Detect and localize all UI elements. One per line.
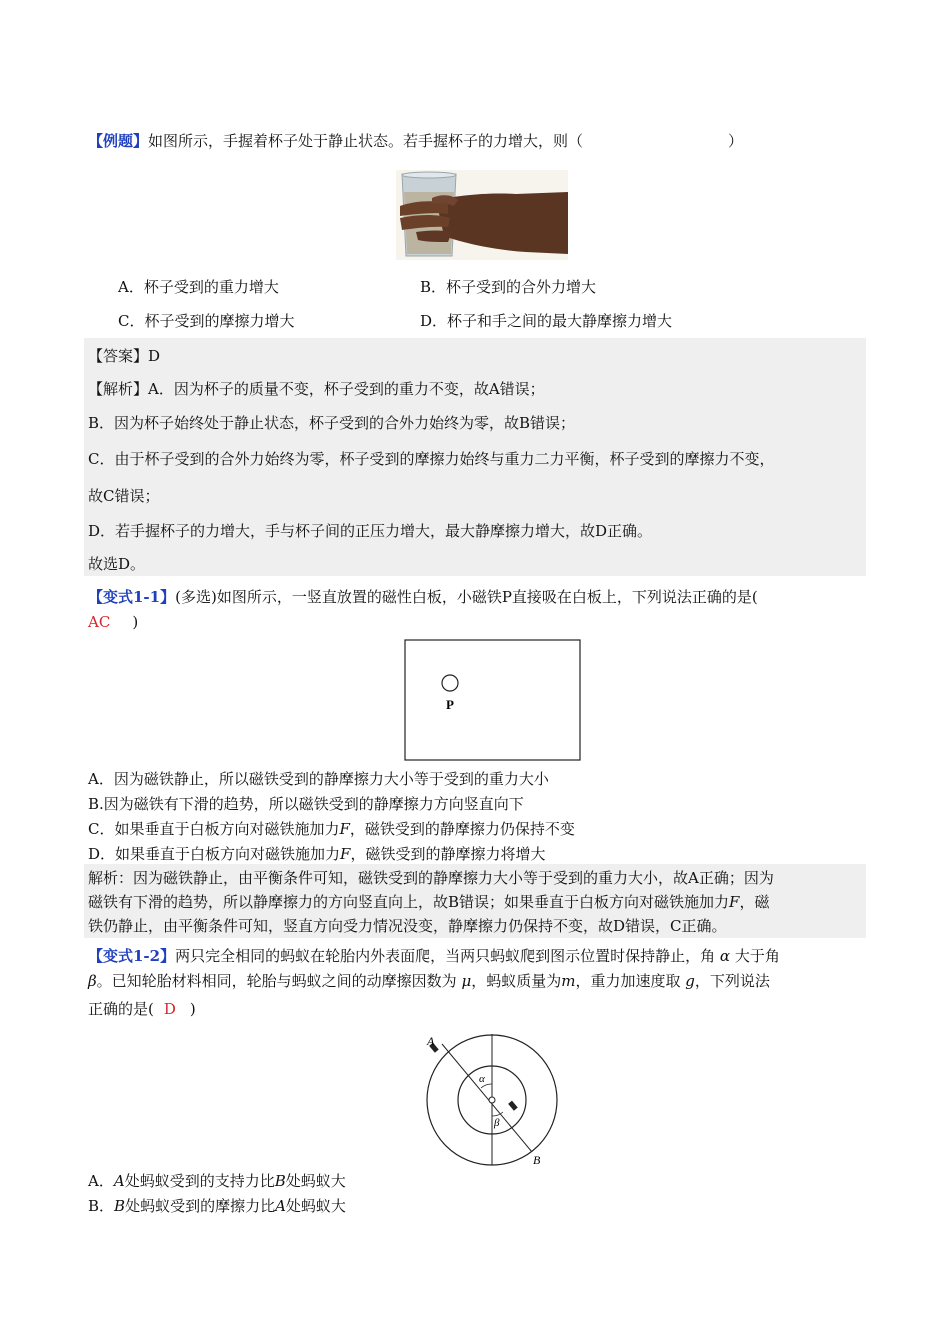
variant1-option-d <box>88 843 545 864</box>
whiteboard-frame <box>405 640 580 760</box>
variant1-option-c-text: C．如果垂直于白板方向对磁铁施加力 <box>88 820 340 838</box>
variant1-analysis-line2 <box>88 891 769 912</box>
whiteboard-figure <box>404 639 581 761</box>
variant1-answer: AC <box>88 613 111 631</box>
example-tag: 【例题】 <box>88 132 149 150</box>
variant1-analysis-text: 磁铁有下滑的趋势，所以静摩擦力的方向竖直向上，故B错误；如果垂直于白板方向对磁铁施加力 <box>88 893 730 911</box>
variant2-g: g <box>685 972 695 990</box>
variant2-option-a <box>88 1170 346 1191</box>
variant1-option-c-var: F <box>339 820 350 838</box>
variant2-option-a-text2: 处蚂蚁受到的支持力比 <box>124 1172 275 1190</box>
variant1-question-text: (多选)如图所示，一竖直放置的磁性白板，小磁铁P直接吸在白板上，下列说法正确的是( <box>175 588 758 606</box>
variant1-option-c <box>88 818 575 839</box>
example-answer: 【答案】D <box>88 347 161 365</box>
example-analysis-line: D．若手握杯子的力增大，手与杯子间的正压力增大，最大静摩擦力增大，故D正确。 <box>88 522 653 540</box>
center-point <box>489 1097 495 1103</box>
variant2-option-a-text: A． <box>88 1172 114 1190</box>
variant2-option-b-var1: B <box>114 1197 126 1215</box>
variant2-question-line3 <box>88 998 196 1019</box>
variant2-q-text7: 正确的是( <box>88 1000 154 1018</box>
variant2-q-text4: ，蚂蚁质量为 <box>471 972 562 990</box>
variant2-tag: 【变式1-2】 <box>88 947 176 965</box>
variant1-analysis-line: 铁仍静止，由平衡条件可知，竖直方向受力情况没变，静摩擦力仍保持不变，故D错误，C正确。 <box>88 917 727 935</box>
variant2-question-line2 <box>88 970 770 991</box>
label-alpha: α <box>479 1073 485 1085</box>
variant1-close-paren: ) <box>132 613 139 631</box>
variant1-analysis-text2: ，磁 <box>739 893 770 911</box>
example-option-b: B．杯子受到的合外力增大 <box>420 278 597 296</box>
example-option-d: D．杯子和手之间的最大静摩擦力增大 <box>420 312 673 330</box>
example-question-text: 如图所示，手握着杯子处于静止状态。若手握杯子的力增大，则（ <box>148 132 584 150</box>
variant2-q-text5: ，重力加速度取 <box>575 972 681 990</box>
variant1-option-a: A．因为磁铁静止，所以磁铁受到的静摩擦力大小等于受到的重力大小 <box>88 770 549 788</box>
cup-in-hand-image <box>396 170 568 260</box>
variant2-option-a-var2: B <box>274 1172 286 1190</box>
example-analysis-line: B．因为杯子始终处于静止状态，杯子受到的合外力始终为零，故B错误； <box>88 414 576 432</box>
variant2-option-b-text3: 处蚂蚁大 <box>285 1197 346 1215</box>
variant2-alpha: α <box>719 947 731 965</box>
variant2-close-paren: ) <box>189 1000 196 1018</box>
variant2-option-b-var2: A <box>275 1197 286 1215</box>
variant2-question-line1 <box>88 945 780 966</box>
variant1-option-d-text2: ，磁铁受到的静摩擦力将增大 <box>350 845 546 863</box>
diagonal-line <box>442 1044 532 1152</box>
example-option-a: A．杯子受到的重力增大 <box>118 278 279 296</box>
example-analysis-line: 【解析】A．因为杯子的质量不变，杯子受到的重力不变，故A错误； <box>88 380 545 398</box>
label-a: A <box>427 1034 435 1048</box>
example-option-c: C．杯子受到的摩擦力增大 <box>118 312 295 330</box>
variant2-answer: D <box>163 1000 176 1018</box>
variant2-option-b-text2: 处蚂蚁受到的摩擦力比 <box>125 1197 276 1215</box>
example-analysis-line: 故C错误； <box>88 487 160 505</box>
magnet-p-circle <box>442 675 458 691</box>
variant2-option-a-var1: A <box>113 1172 125 1190</box>
variant2-mu: μ <box>461 972 472 990</box>
variant2-option-b-text: B． <box>88 1197 115 1215</box>
variant1-tag: 【变式1-1】 <box>88 588 176 606</box>
variant1-analysis-var: F <box>729 893 740 911</box>
variant2-q-text: 两只完全相同的蚂蚁在轮胎内外表面爬，当两只蚂蚁爬到图示位置时保持静止，角 <box>175 947 716 965</box>
example-question <box>88 130 583 151</box>
variant2-m: m <box>561 972 576 990</box>
example-analysis-line: 故选D。 <box>88 555 146 573</box>
variant1-option-b: B.因为磁铁有下滑的趋势，所以磁铁受到的静摩擦力方向竖直向下 <box>88 795 524 813</box>
variant1-answer-line <box>88 613 138 631</box>
tire-figure <box>420 1030 560 1166</box>
variant2-q-text2: 大于角 <box>734 947 780 965</box>
example-analysis-line: C．由于杯子受到的合外力始终为零，杯子受到的摩擦力始终与重力二力平衡，杯子受到的摩擦力不变， <box>88 450 775 468</box>
variant1-option-c-text2: ，磁铁受到的静摩擦力仍保持不变 <box>349 820 575 838</box>
variant1-question <box>88 586 758 607</box>
variant2-option-a-text3: 处蚂蚁大 <box>285 1172 346 1190</box>
label-b: B <box>533 1153 541 1166</box>
variant2-q-text6: ，下列说法 <box>694 972 770 990</box>
variant2-q-text3: 。已知轮胎材料相同，轮胎与蚂蚁之间的动摩擦因数为 <box>96 972 457 990</box>
variant1-option-d-text: D．如果垂直于白板方向对磁铁施加力 <box>88 845 341 863</box>
variant2-option-b <box>88 1195 346 1216</box>
label-beta: β <box>494 1117 500 1129</box>
ant-b <box>508 1101 518 1111</box>
magnet-p-label: P <box>446 697 454 712</box>
example-close-paren: ） <box>728 132 744 150</box>
variant2-beta: β <box>88 972 97 990</box>
variant1-option-d-var: F <box>340 845 351 863</box>
variant1-analysis-line: 解析：因为磁铁静止，由平衡条件可知，磁铁受到的静摩擦力大小等于受到的重力大小，故A正确；因为 <box>88 869 774 887</box>
